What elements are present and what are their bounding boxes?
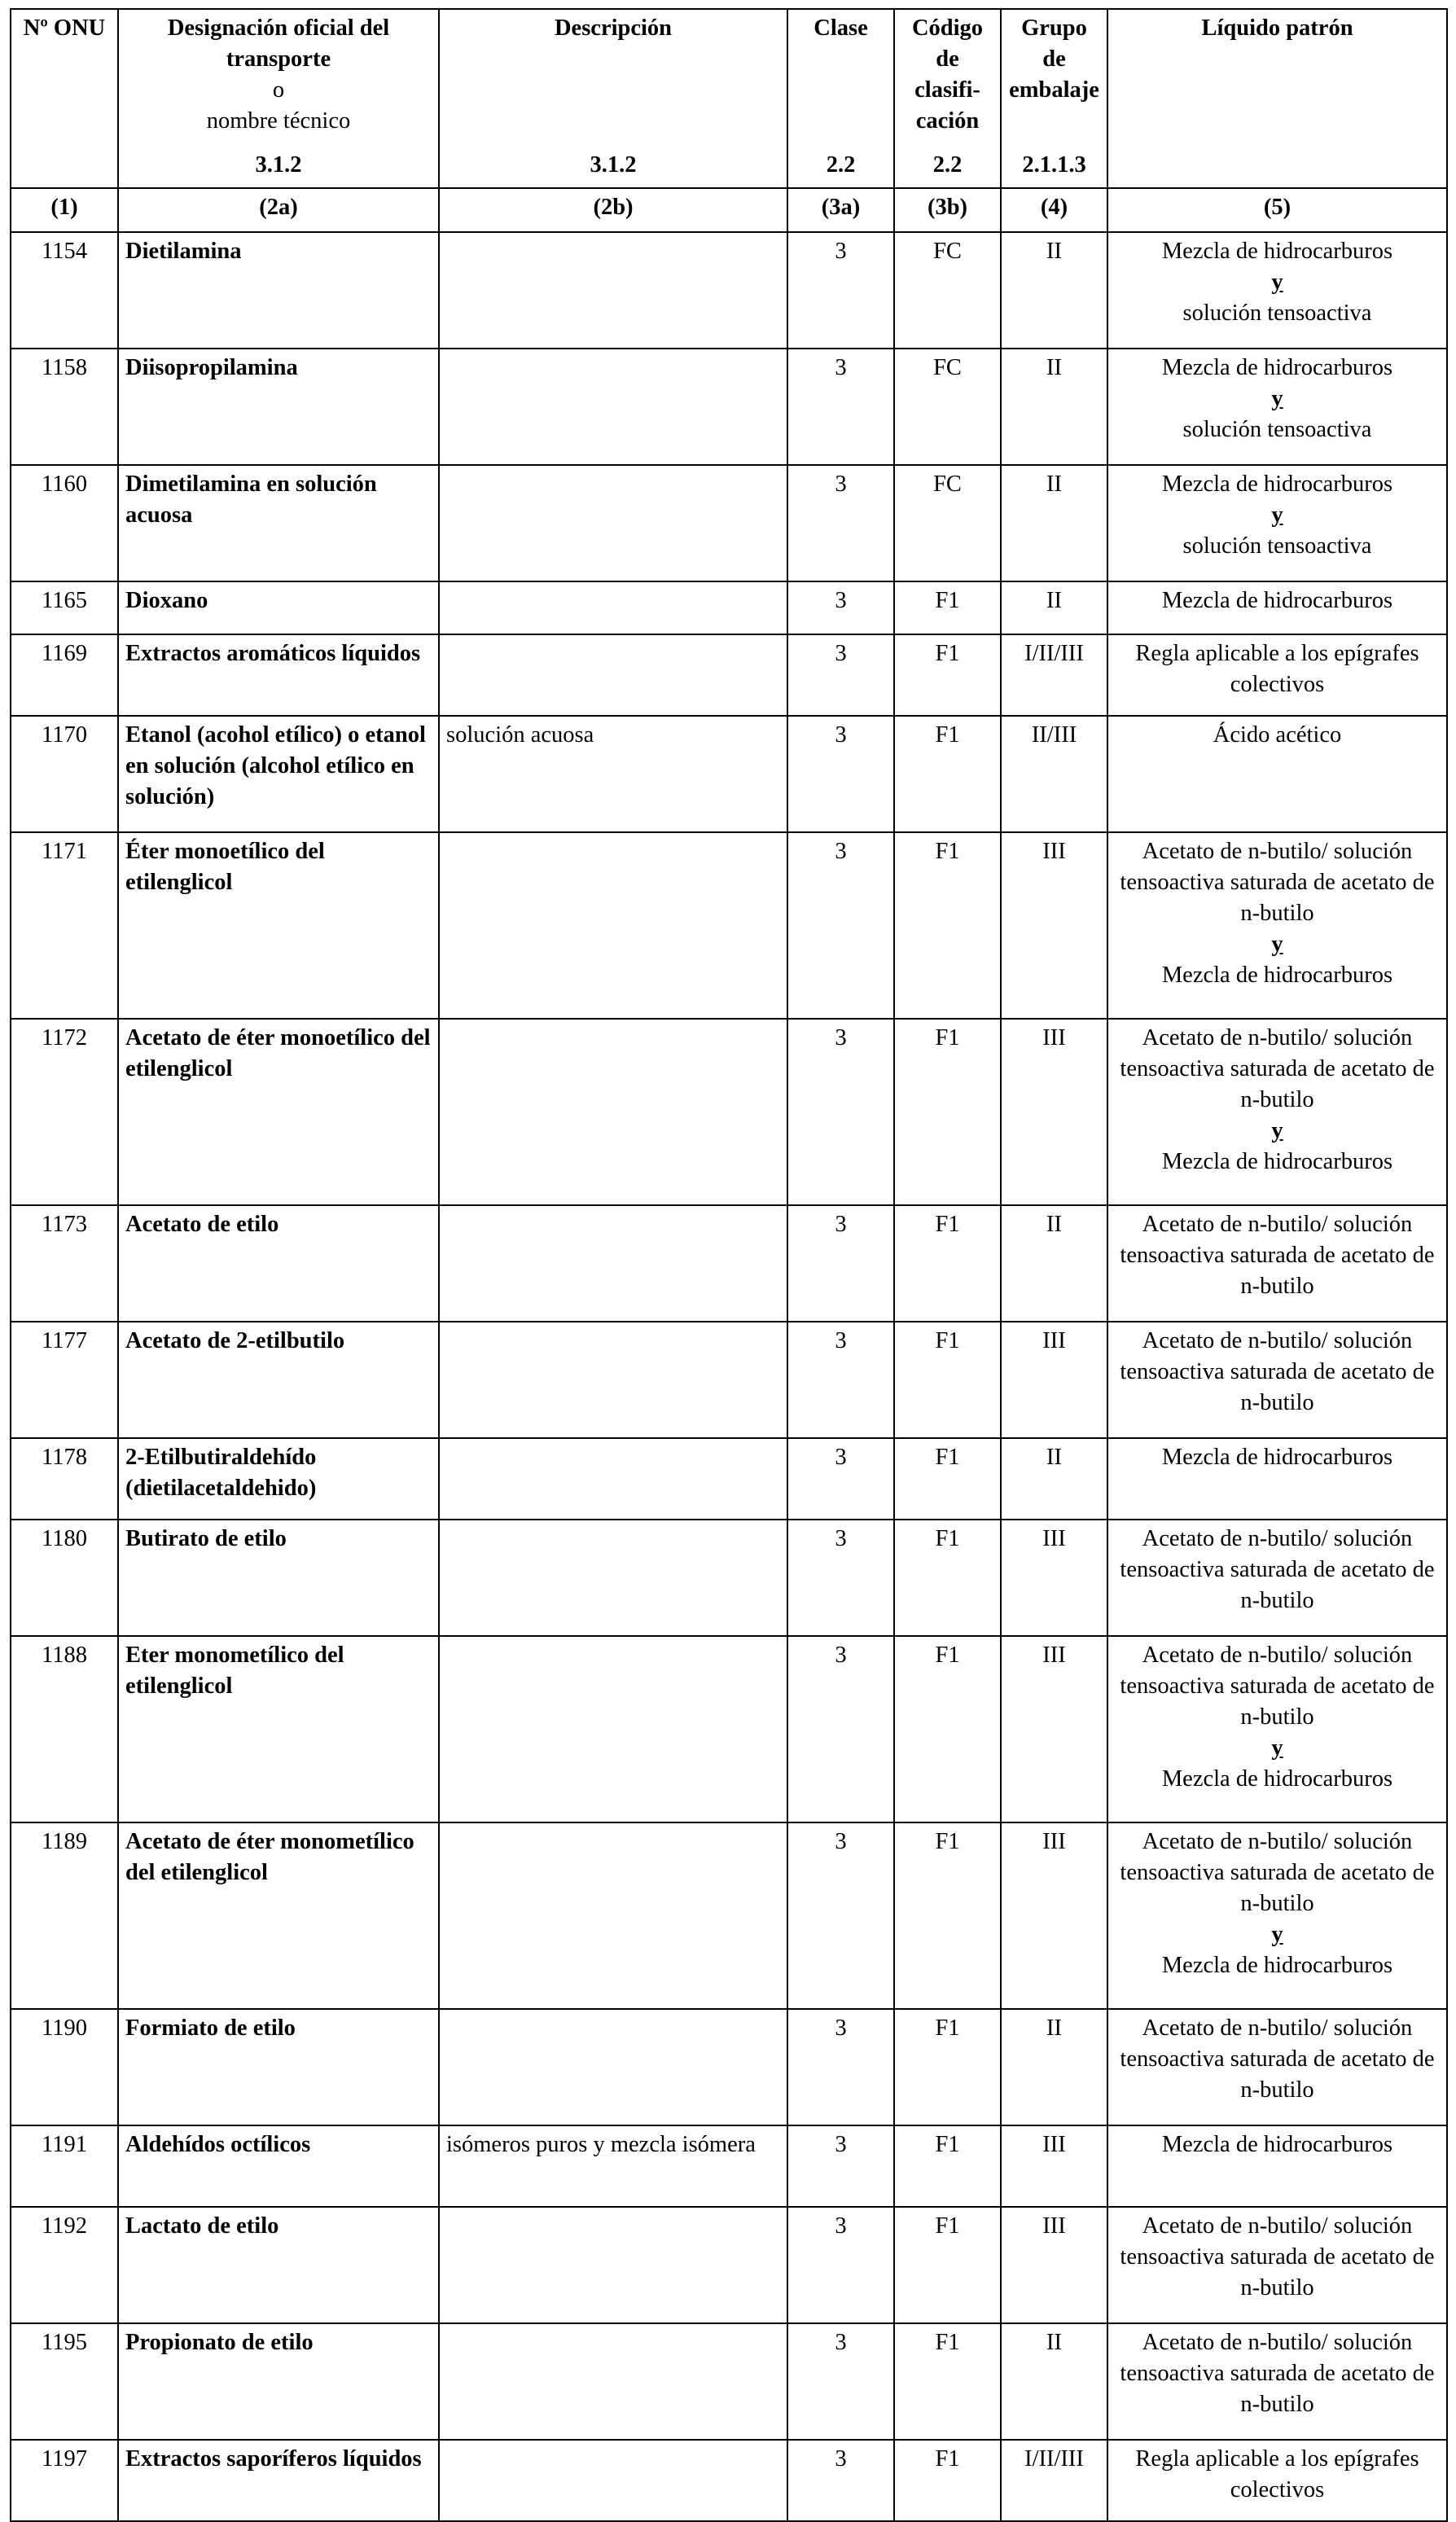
packing-group-cell: II [1001,1205,1107,1322]
standard-liquid-cell [1107,2207,1447,2323]
description-cell [439,581,787,634]
un-cell: 1195 [11,2323,118,2440]
packing-group-cell: II [1001,2009,1107,2125]
name-cell: 2-Etilbutiraldehído (dietilacetaldehido) [118,1438,439,1520]
un-cell: 1165 [11,581,118,634]
description-cell [439,2323,787,2440]
liquid-line: Acetato de n-butilo/ solución tensoactiva saturada de acetato de n-butilo [1120,1643,1435,1730]
packing-group-cell: III [1001,1822,1107,2009]
packing-group-cell: III [1001,1322,1107,1438]
name-cell: Aldehídos octílicos [118,2125,439,2207]
packing-group-cell: II [1001,349,1107,465]
code-cell: F1 [894,832,1001,1019]
code-cell: F1 [894,2009,1001,2125]
conjunction-y: y [1271,502,1283,528]
class-cell: 3 [787,1205,894,1322]
conjunction-y: y [1271,270,1283,295]
un-cell: 1160 [11,465,118,581]
class-cell: 3 [787,232,894,349]
code-cell: F1 [894,1322,1001,1438]
packing-group-cell: III [1001,1636,1107,1822]
dangerous-goods-table [10,8,1448,2522]
class-cell: 3 [787,1438,894,1520]
description-cell [439,349,787,465]
column-number: (3b) [894,188,1001,232]
code-cell: F1 [894,2440,1001,2521]
standard-liquid-cell [1107,1205,1447,1322]
liquid-line: Acetato de n-butilo/ solución tensoactiva saturada de acetato de n-butilo [1120,1212,1435,1299]
packing-group-cell: III [1001,1019,1107,1205]
liquid-line: Acetato de n-butilo/ solución tensoactiva saturada de acetato de n-butilo [1120,2213,1435,2301]
name-cell: Butirato de etilo [118,1520,439,1636]
code-cell: F1 [894,1822,1001,2009]
column-number-row [11,188,1447,232]
un-cell: 1154 [11,232,118,349]
table-row [11,1322,1447,1438]
description-cell [439,465,787,581]
table-row [11,1019,1447,1205]
header-ref: 2.2 [932,152,963,178]
liquid-line: Acetato de n-butilo/ solución tensoactiva saturada de acetato de n-butilo [1120,2015,1435,2103]
table-body [11,232,1447,2521]
table-row [11,2125,1447,2207]
description-cell [439,1322,787,1438]
standard-liquid-cell [1107,2009,1447,2125]
liquid-line: Acetato de n-butilo/ solución tensoactiva saturada de acetato de n-butilo [1120,1025,1435,1112]
standard-liquid-cell [1107,832,1447,1019]
name-cell: Eter monometílico del etilenglicol [118,1636,439,1822]
packing-group-cell: III [1001,2125,1107,2207]
description-cell [439,1636,787,1822]
name-cell: Dioxano [118,581,439,634]
column-number: (1) [11,188,118,232]
description-cell [439,232,787,349]
table-row [11,2009,1447,2125]
packing-group-cell: II [1001,581,1107,634]
table-row [11,716,1447,832]
description-cell [439,1822,787,2009]
packing-group-cell: I/II/III [1001,2440,1107,2521]
standard-liquid-cell [1107,1019,1447,1205]
header-packing-group: Grupo de embalaje 2.1.1.3 [1001,9,1107,188]
column-number: (2a) [118,188,439,232]
table-row [11,349,1447,465]
conjunction-y: y [1271,1118,1283,1143]
class-cell: 3 [787,1019,894,1205]
table-row [11,1636,1447,1822]
class-cell: 3 [787,581,894,634]
table-row [11,1205,1447,1322]
un-cell: 1178 [11,1438,118,1520]
code-cell: F1 [894,581,1001,634]
liquid-line: Ácido acético [1213,722,1342,748]
un-cell: 1188 [11,1636,118,1822]
description-cell [439,1205,787,1322]
name-cell: Formiato de etilo [118,2009,439,2125]
liquid-line: Acetato de n-butilo/ solución tensoactiva saturada de acetato de n-butilo [1120,1829,1435,1916]
code-cell: F1 [894,634,1001,716]
liquid-line: solución tensoactiva [1182,417,1372,442]
conjunction-y: y [1271,386,1283,411]
name-cell: Acetato de éter monoetílico del etilenglicol [118,1019,439,1205]
name-cell: Diisopropilamina [118,349,439,465]
un-cell: 1169 [11,634,118,716]
liquid-line: Mezcla de hidrocarburos [1161,355,1393,380]
un-cell: 1170 [11,716,118,832]
un-cell: 1177 [11,1322,118,1438]
un-cell: 1158 [11,349,118,465]
class-cell: 3 [787,716,894,832]
class-cell: 3 [787,2323,894,2440]
liquid-line: Acetato de n-butilo/ solución tensoactiva saturada de acetato de n-butilo [1120,1526,1435,1613]
un-cell: 1191 [11,2125,118,2207]
code-cell: F1 [894,2323,1001,2440]
class-cell: 3 [787,634,894,716]
un-cell: 1192 [11,2207,118,2323]
standard-liquid-cell [1107,1520,1447,1636]
standard-liquid-cell [1107,1438,1447,1520]
liquid-line: Mezcla de hidrocarburos [1161,2132,1393,2157]
code-cell: F1 [894,1205,1001,1322]
header-ref: 2.2 [826,152,856,178]
code-cell: FC [894,349,1001,465]
table-row [11,832,1447,1019]
class-cell: 3 [787,832,894,1019]
column-number: (5) [1107,188,1447,232]
standard-liquid-cell [1107,465,1447,581]
header-ref: 2.1.1.3 [1022,152,1086,178]
code-cell: F1 [894,1636,1001,1822]
standard-liquid-cell [1107,349,1447,465]
description-cell [439,2207,787,2323]
table-row [11,2207,1447,2323]
class-cell: 3 [787,2440,894,2521]
name-cell: Propionato de etilo [118,2323,439,2440]
liquid-line: Mezcla de hidrocarburos [1161,239,1393,264]
standard-liquid-cell [1107,1636,1447,1822]
code-cell: F1 [894,2125,1001,2207]
un-cell: 1172 [11,1019,118,1205]
name-cell: Éter monoetílico del etilenglicol [118,832,439,1019]
liquid-line: solución tensoactiva [1182,533,1372,559]
name-cell: Acetato de 2-etilbutilo [118,1322,439,1438]
packing-group-cell: II [1001,232,1107,349]
table-row [11,634,1447,716]
name-cell: Acetato de éter monometílico del etilenglicol [118,1822,439,2009]
packing-group-cell: III [1001,832,1107,1019]
class-cell: 3 [787,465,894,581]
packing-group-cell: I/II/III [1001,634,1107,716]
liquid-line: Acetato de n-butilo/ solución tensoactiva saturada de acetato de n-butilo [1120,2330,1435,2417]
conjunction-y: y [1271,1922,1283,1947]
standard-liquid-cell [1107,2125,1447,2207]
un-cell: 1171 [11,832,118,1019]
class-cell: 3 [787,1822,894,2009]
description-cell [439,1019,787,1205]
header-classification-code: Código de clasifi-cación 2.2 [894,9,1001,188]
conjunction-y: y [1271,1735,1283,1761]
name-cell: Etanol (acohol etílico) o etanol en solución (alcohol etílico en solución) [118,716,439,832]
packing-group-cell: II/III [1001,716,1107,832]
header-row [11,9,1447,188]
header-standard-liquid: Líquido patrón [1107,9,1447,188]
un-cell: 1197 [11,2440,118,2521]
header-designation: Designación oficial del transporte o nombre técnico 3.1.2 [118,9,439,188]
un-cell: 1190 [11,2009,118,2125]
liquid-line: Regla aplicable a los epígrafes colectivos [1135,2446,1419,2502]
standard-liquid-cell [1107,232,1447,349]
standard-liquid-cell [1107,581,1447,634]
table-row [11,465,1447,581]
header-ref: 3.1.2 [590,152,637,178]
standard-liquid-cell [1107,716,1447,832]
code-cell: FC [894,465,1001,581]
standard-liquid-cell [1107,2440,1447,2521]
description-cell [439,1520,787,1636]
packing-group-cell: III [1001,2207,1107,2323]
class-cell: 3 [787,349,894,465]
class-cell: 3 [787,1322,894,1438]
class-cell: 3 [787,2207,894,2323]
description-cell: solución acuosa [439,716,787,832]
un-cell: 1173 [11,1205,118,1322]
header-un-number: Nº ONU [11,9,118,188]
description-cell [439,2440,787,2521]
code-cell: F1 [894,1438,1001,1520]
name-cell: Extractos aromáticos líquidos [118,634,439,716]
packing-group-cell: III [1001,1520,1107,1636]
un-cell: 1180 [11,1520,118,1636]
liquid-line: Acetato de n-butilo/ solución tensoactiva saturada de acetato de n-butilo [1120,1328,1435,1415]
description-cell [439,1438,787,1520]
packing-group-cell: II [1001,2323,1107,2440]
table-row [11,2323,1447,2440]
name-cell: Lactato de etilo [118,2207,439,2323]
name-cell: Acetato de etilo [118,1205,439,1322]
liquid-line: Acetato de n-butilo/ solución tensoactiva saturada de acetato de n-butilo [1120,839,1435,926]
class-cell: 3 [787,1520,894,1636]
code-cell: F1 [894,1019,1001,1205]
class-cell: 3 [787,2009,894,2125]
standard-liquid-cell [1107,1822,1447,2009]
class-cell: 3 [787,1636,894,1822]
name-cell: Dietilamina [118,232,439,349]
liquid-line: solución tensoactiva [1182,300,1372,326]
standard-liquid-cell [1107,634,1447,716]
code-cell: FC [894,232,1001,349]
liquid-line: Mezcla de hidrocarburos [1161,1445,1393,1470]
liquid-line: Mezcla de hidrocarburos [1161,588,1393,613]
header-ref: 3.1.2 [255,152,302,178]
liquid-line: Mezcla de hidrocarburos [1161,963,1393,988]
table-row [11,1822,1447,2009]
liquid-line: Regla aplicable a los epígrafes colectivos [1135,641,1419,697]
conjunction-y: y [1271,932,1283,957]
description-cell: isómeros puros y mezcla isómera [439,2125,787,2207]
description-cell [439,832,787,1019]
liquid-line: Mezcla de hidrocarburos [1161,472,1393,497]
packing-group-cell: II [1001,465,1107,581]
name-cell: Dimetilamina en solución acuosa [118,465,439,581]
header-class: Clase 2.2 [787,9,894,188]
table-row [11,2440,1447,2521]
packing-group-cell: II [1001,1438,1107,1520]
table-row [11,232,1447,349]
table-row [11,581,1447,634]
liquid-line: Mezcla de hidrocarburos [1161,1766,1393,1792]
un-cell: 1189 [11,1822,118,2009]
standard-liquid-cell [1107,1322,1447,1438]
standard-liquid-cell [1107,2323,1447,2440]
liquid-line: Mezcla de hidrocarburos [1161,1149,1393,1174]
column-number: (2b) [439,188,787,232]
code-cell: F1 [894,716,1001,832]
table-row [11,1438,1447,1520]
code-cell: F1 [894,1520,1001,1636]
name-cell: Extractos saporíferos líquidos [118,2440,439,2521]
description-cell [439,634,787,716]
column-number: (3a) [787,188,894,232]
column-number: (4) [1001,188,1107,232]
header-description: Descripción 3.1.2 [439,9,787,188]
table-row [11,1520,1447,1636]
liquid-line: Mezcla de hidrocarburos [1161,1953,1393,1978]
code-cell: F1 [894,2207,1001,2323]
class-cell: 3 [787,2125,894,2207]
description-cell [439,2009,787,2125]
